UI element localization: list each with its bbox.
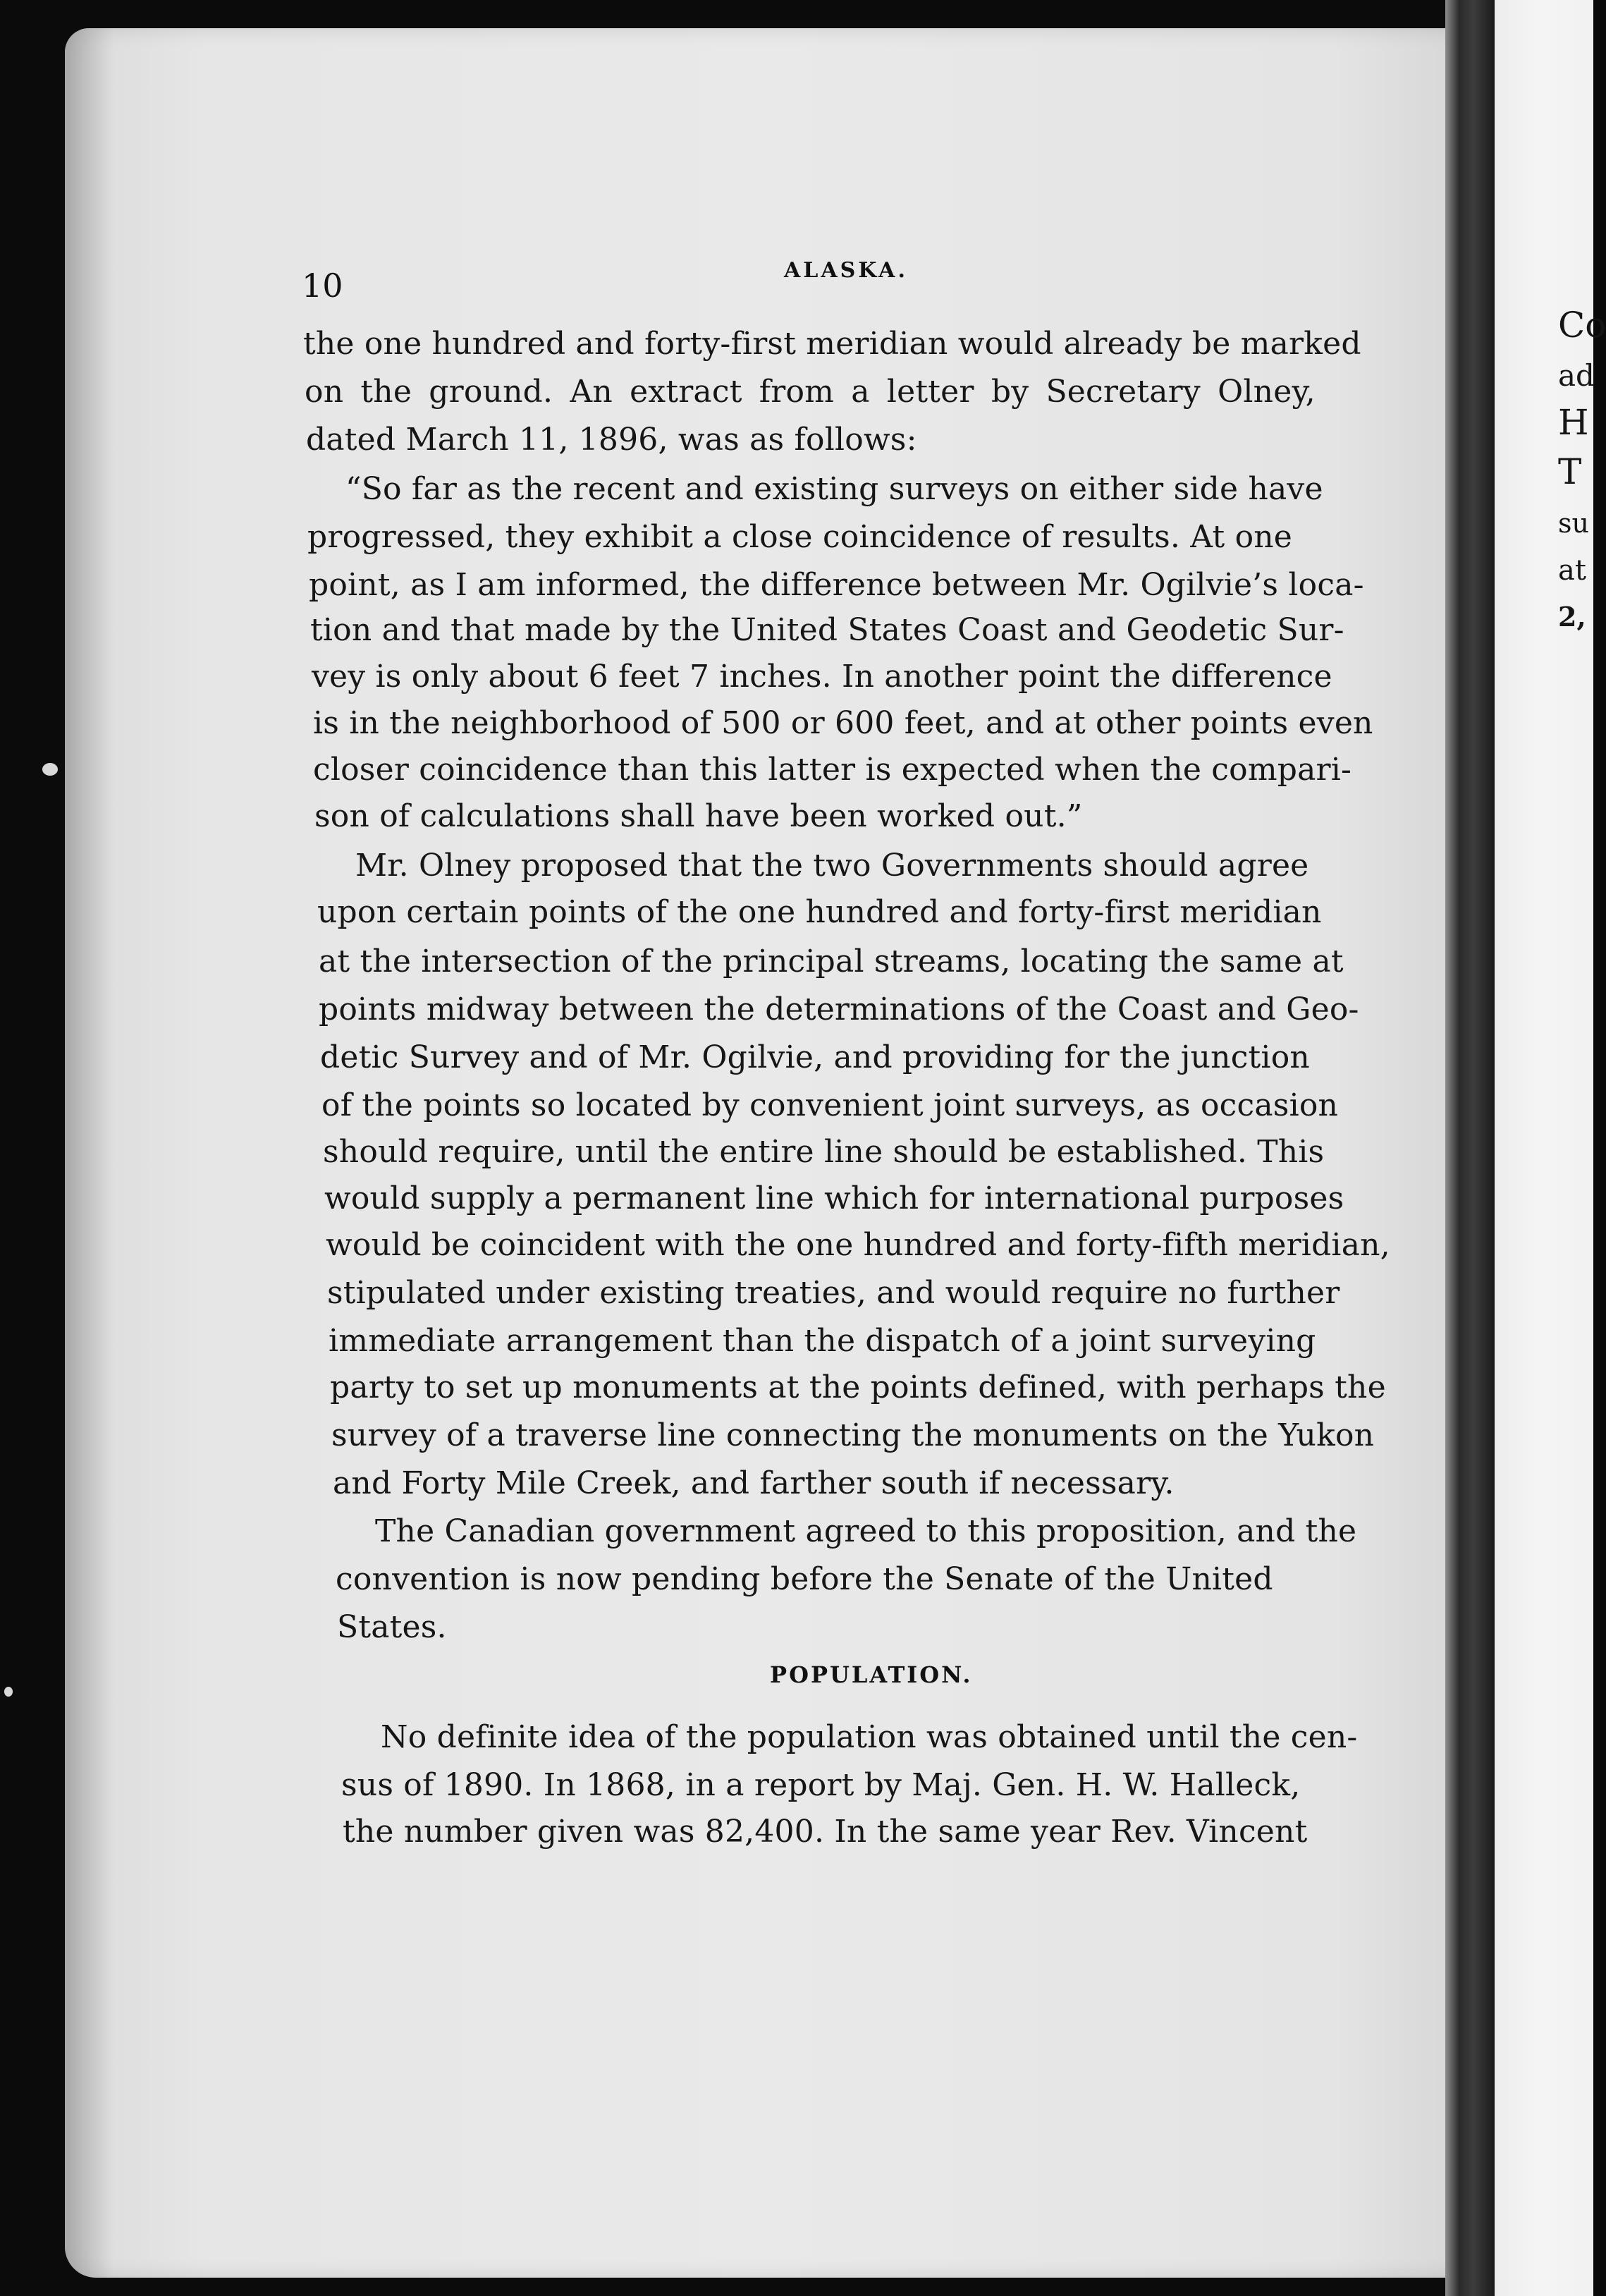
text-line: “So far as the recent and existing surveys on either side have xyxy=(345,471,1323,507)
text-line: party to set up monuments at the points defined, with perhaps the xyxy=(330,1369,1386,1405)
text-line: would be coincident with the one hundred and forty-fifth meridian, xyxy=(326,1227,1390,1263)
text-line: upon certain points of the one hundred and forty-first meridian xyxy=(317,894,1322,930)
facing-page-text: T xyxy=(1558,451,1582,492)
running-head-title: ALASKA. xyxy=(784,258,908,283)
text-line: sus of 1890. In 1868, in a report by Maj. Gen. H. W. Halleck, xyxy=(341,1767,1301,1803)
text-line: point, as I am informed, the difference between Mr. Ogilvie’s loca- xyxy=(309,567,1364,603)
facing-page-text: Co xyxy=(1558,305,1606,346)
text-line: Mr. Olney proposed that the two Governments should agree xyxy=(355,848,1309,884)
facing-page-text: ad xyxy=(1558,358,1595,393)
facing-page-text: su xyxy=(1558,508,1589,539)
text-line: immediate arrangement than the dispatch of a joint surveying xyxy=(329,1323,1316,1359)
text-line: States. xyxy=(337,1609,447,1645)
page-number: 10 xyxy=(302,267,343,305)
text-line: points midway between the determinations of the Coast and Geo- xyxy=(319,991,1359,1027)
text-line: on the ground. An extract from a letter by Secretary Olney, xyxy=(305,374,1316,410)
text-line: the number given was 82,400. In the same year Rev. Vincent xyxy=(343,1814,1308,1850)
book-spine-gutter xyxy=(1445,0,1495,2296)
section-heading-population: POPULATION. xyxy=(770,1661,973,1688)
dust-speck xyxy=(4,1687,13,1697)
text-line: and Forty Mile Creek, and farther south if necessary. xyxy=(333,1465,1175,1501)
facing-page-text: 2, xyxy=(1558,601,1586,633)
text-line: closer coincidence than this latter is expected when the compari- xyxy=(313,752,1352,788)
text-line: the one hundred and forty-first meridian would already be marked xyxy=(303,326,1361,362)
text-line: of the points so located by convenient joint surveys, as occasion xyxy=(321,1087,1339,1123)
facing-page-text: at xyxy=(1558,554,1586,587)
text-line: would supply a permanent line which for international purposes xyxy=(324,1180,1344,1216)
text-line: son of calculations shall have been worked out.” xyxy=(314,798,1083,834)
text-line: should require, until the entire line should be established. This xyxy=(323,1134,1325,1170)
text-line: progressed, they exhibit a close coincidence of results. At one xyxy=(307,519,1293,555)
text-line: vey is only about 6 feet 7 inches. In another point the difference xyxy=(312,659,1332,695)
text-line: No definite idea of the population was obtained until the cen- xyxy=(381,1719,1358,1755)
text-line: stipulated under existing treaties, and would require no further xyxy=(327,1275,1340,1311)
text-line: detic Survey and of Mr. Ogilvie, and providing for the junction xyxy=(320,1039,1310,1075)
text-line: tion and that made by the United States Coast and Geodetic Sur- xyxy=(310,612,1344,648)
text-line: at the intersection of the principal streams, locating the same at xyxy=(319,944,1344,979)
text-line: The Canadian government agreed to this proposition, and the xyxy=(375,1513,1357,1549)
text-line: convention is now pending before the Senate of the United xyxy=(336,1561,1273,1597)
text-line: survey of a traverse line connecting the monuments on the Yukon xyxy=(331,1417,1375,1453)
dust-speck xyxy=(42,763,58,776)
page-edge-shadow xyxy=(65,28,114,2278)
text-line: dated March 11, 1896, was as follows: xyxy=(306,422,917,458)
facing-page-text: H xyxy=(1558,402,1589,443)
text-line: is in the neighborhood of 500 or 600 feet, and at other points even xyxy=(313,705,1373,741)
